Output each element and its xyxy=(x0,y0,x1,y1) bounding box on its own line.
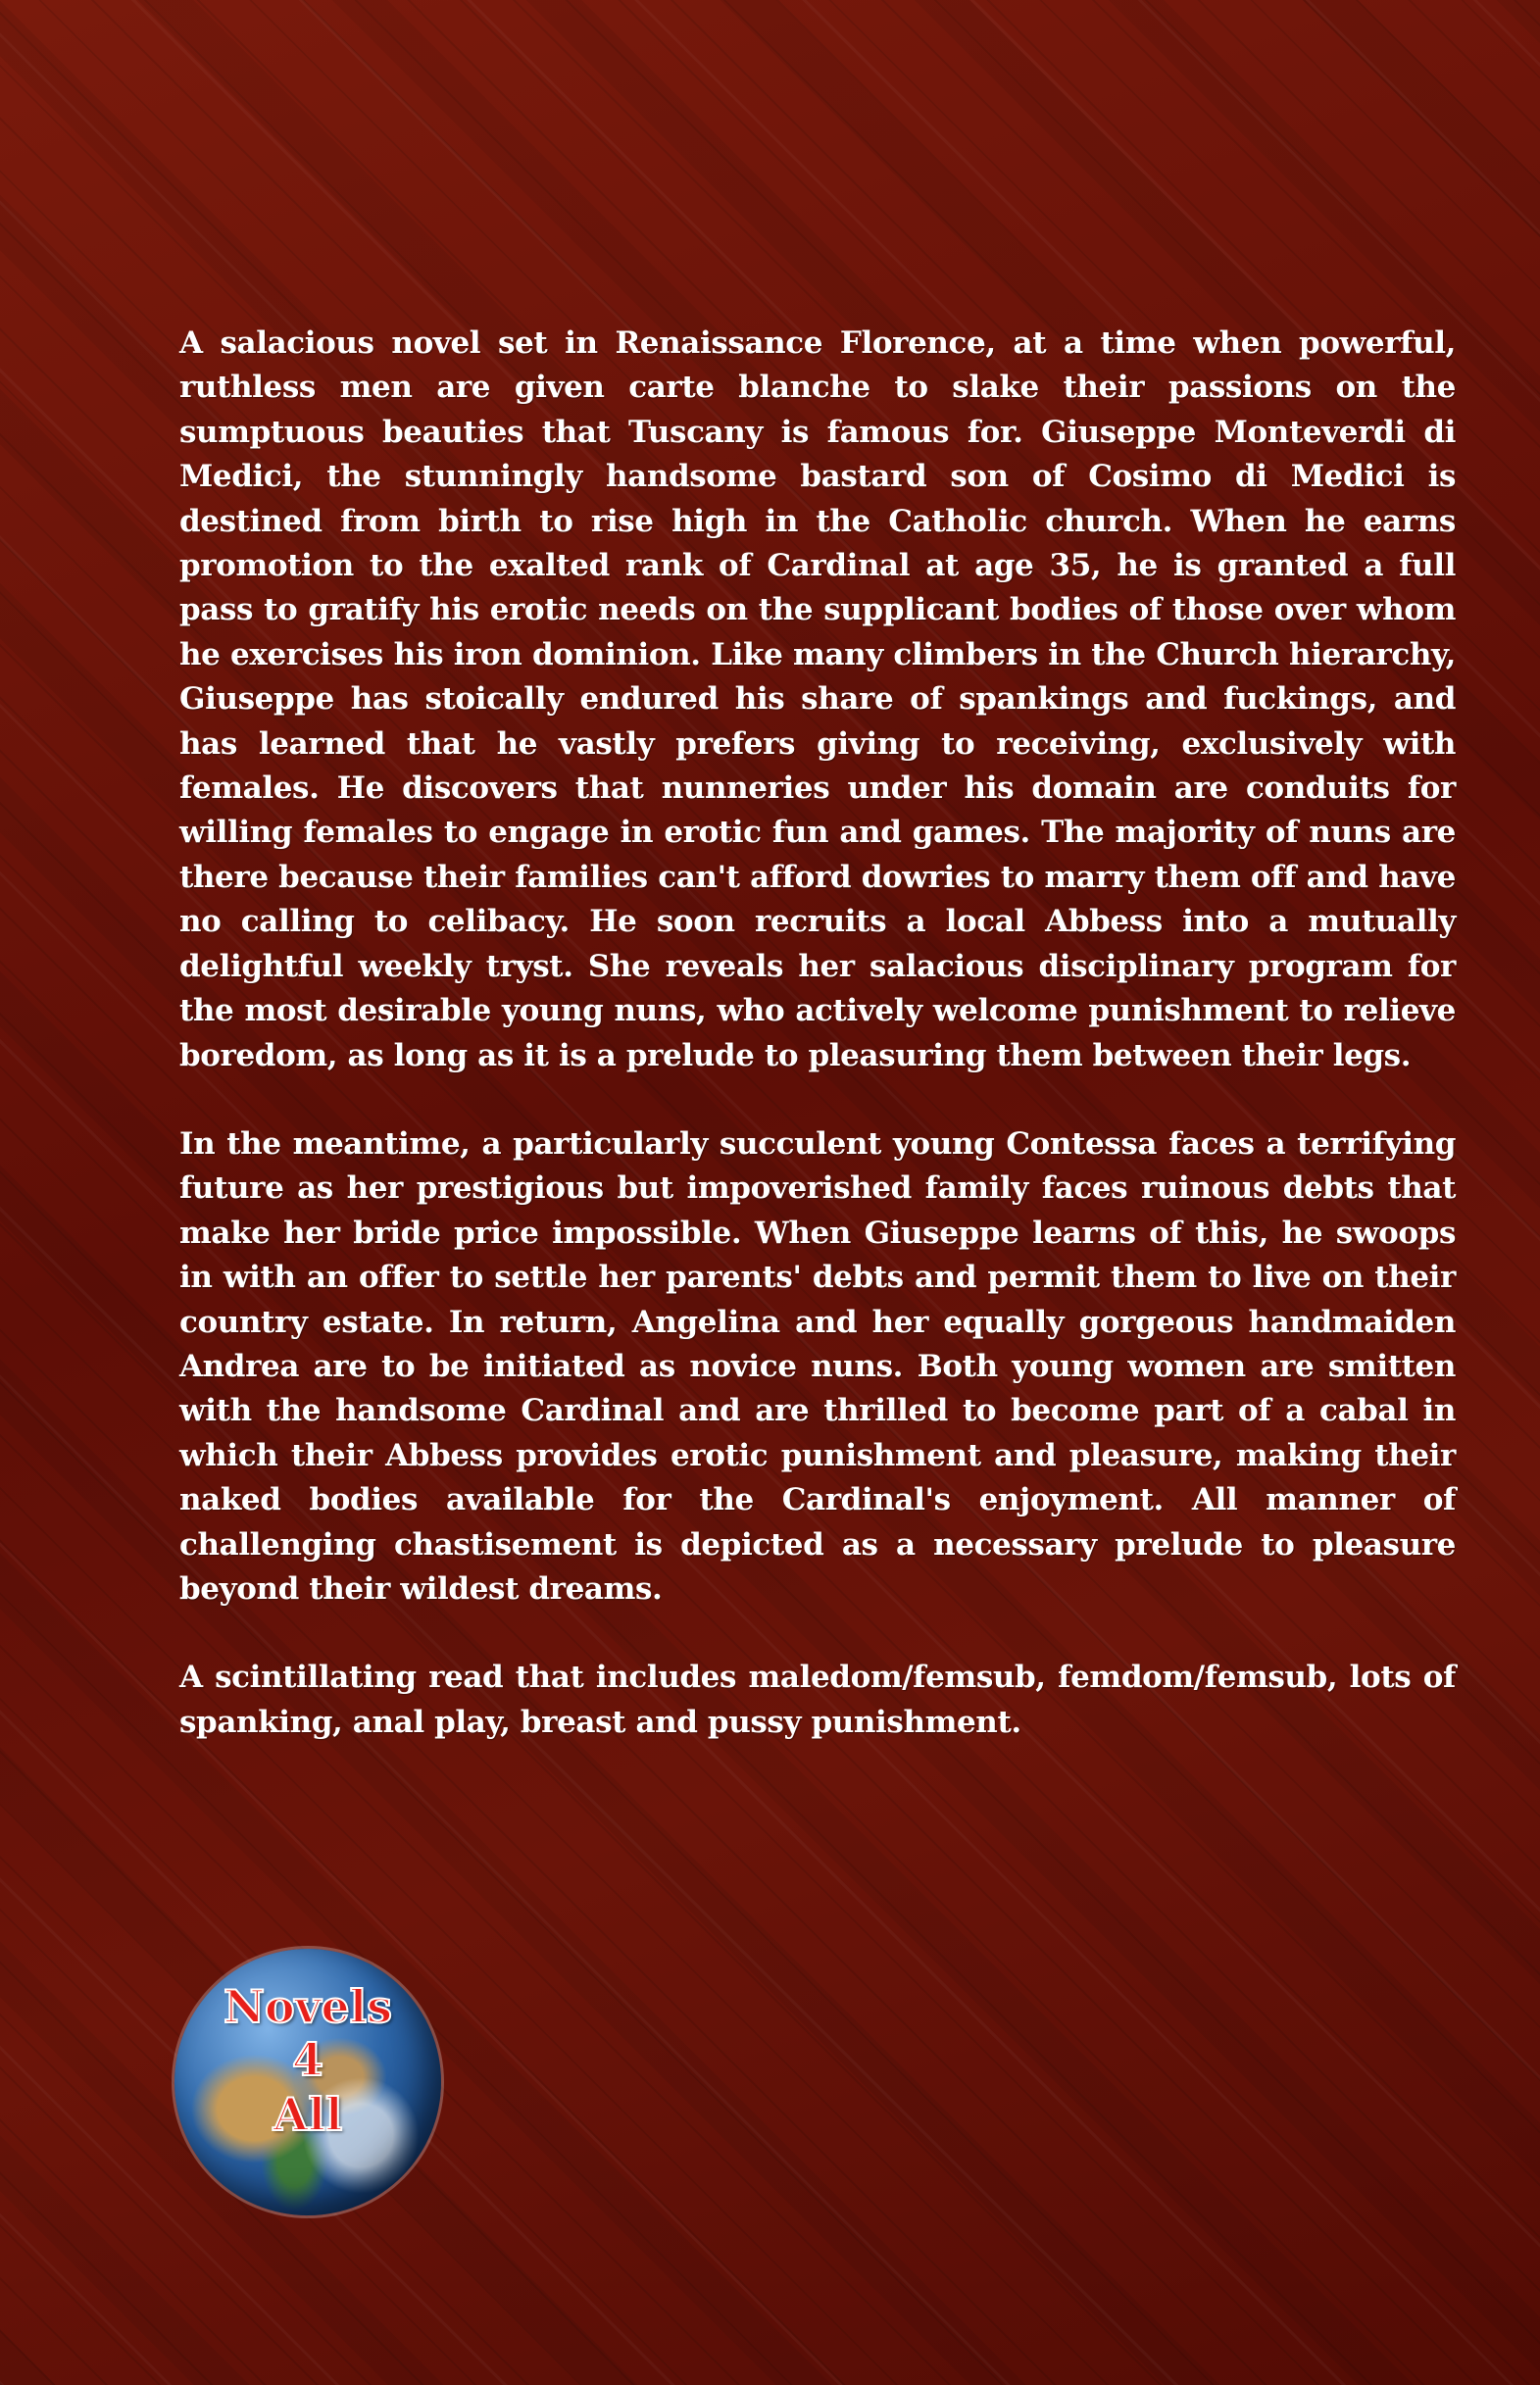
logo-text-line2: 4 xyxy=(291,2033,323,2086)
logo-text-line1: Novels xyxy=(223,1980,393,2033)
logo-text-line3: All xyxy=(273,2088,343,2141)
blurb-paragraph-1: A salacious novel set in Renaissance Florence, at a time when powerful, ruthless men are given carte blanche to slake their passions on the sumptuous beauties that Tuscany is famous for. Giuseppe Monteverdi di Medici, the stunningly handsome bastard son of Cosimo di Medici is destined from birth to rise high in the Catholic church. When he earns promotion to the exalted rank of Cardinal at age 35, he is granted a full pass to gratify his erotic needs on the supplicant bodies of those over whom he exercises his iron dominion. Like many climbers in the Church hierarchy, Giuseppe has stoically endured his share of spankings and fuckings, and has learned that he vastly prefers giving to receiving, exclusively with females. He discovers that nunneries under his domain are conduits for willing females to engage in erotic fun and games. The majority of nuns are there because their families can't afford dowries to marry them off and have no calling to celibacy. He soon recruits a local Abbess into a mutually delightful weekly tryst. She reveals her salacious disciplinary program for the most desirable young nuns, who actively welcome punishment to relieve boredom, as long as it is a prelude to pleasuring them between their legs. xyxy=(179,325,1456,1073)
publisher-logo xyxy=(174,1949,441,2215)
blurb-paragraph-3: A scintillating read that includes maledom/femsub, femdom/femsub, lots of spanking, anal play, breast and pussy punishment. xyxy=(179,1660,1456,1740)
blurb-text xyxy=(179,322,1456,1789)
blurb-paragraph-2: In the meantime, a particularly succulent young Contessa faces a terrifying future as her prestigious but impoverished family faces ruinous debts that make her bride price impossible. When Giuseppe learns of this, he swoops in with an offer to settle her parents' debts and permit them to live on their country estate. In return, Angelina and her equally gorgeous handmaiden Andrea are to be initiated as novice nuns. Both young women are smitten with the handsome Cardinal and are thrilled to become part of a cabal in which their Abbess provides erotic punishment and pleasure, making their naked bodies available for the Cardinal's enjoyment. All manner of challenging chastisement is depicted as a necessary prelude to pleasure beyond their wildest dreams. xyxy=(179,1125,1456,1607)
